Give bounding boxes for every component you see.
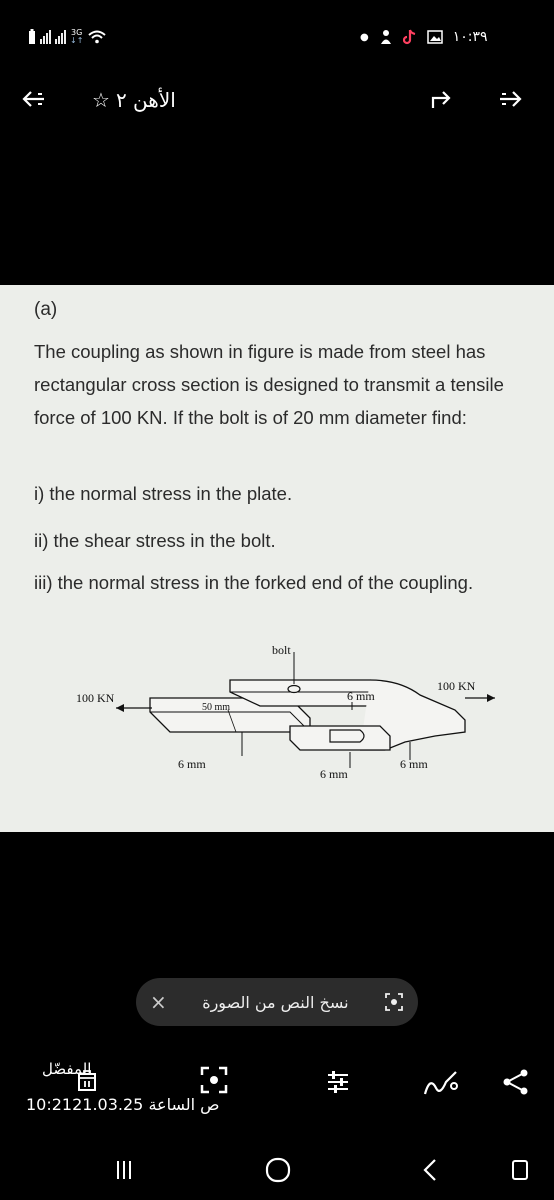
- thickness-top-label: 6 mm: [347, 689, 375, 703]
- dot-icon: ●: [360, 31, 369, 43]
- reply-arrow-icon: [429, 88, 453, 110]
- lens-icon: [199, 1065, 229, 1095]
- wifi-icon: [87, 29, 107, 45]
- force-right-label: 100 KN: [437, 679, 476, 693]
- clock: ١٠:٣٩: [452, 29, 488, 45]
- signal-bars-icon: [40, 30, 51, 44]
- document-image[interactable]: [0, 285, 554, 832]
- back-arrow-button[interactable]: [18, 84, 48, 114]
- text-scan-icon: [384, 992, 404, 1012]
- network-type: 3G: [71, 28, 83, 37]
- star-icon: ☆: [92, 88, 110, 112]
- back-button[interactable]: [410, 1150, 450, 1190]
- width-label: 50 mm: [202, 702, 231, 713]
- top-toolbar: [0, 70, 554, 130]
- question-item-3: iii) the normal stress in the forked end of the coupling.: [34, 572, 474, 593]
- message-meta: 10:21ص الساعة 21.03.25: [26, 1095, 220, 1114]
- tiktok-icon: [403, 29, 417, 45]
- gallery-icon: [427, 30, 443, 44]
- draw-icon: [422, 1066, 466, 1098]
- keyboard-toggle-button[interactable]: [500, 1150, 540, 1190]
- forward-arrow-icon: [498, 88, 524, 110]
- question-item-1: i) the normal stress in the plate.: [34, 483, 293, 504]
- thickness-right-label: 6 mm: [400, 757, 428, 771]
- bolt-shank: [330, 730, 364, 742]
- recent-apps-button[interactable]: [104, 1150, 144, 1190]
- forward-button[interactable]: [496, 84, 526, 114]
- battery-icon: [28, 29, 36, 45]
- toolbar-title[interactable]: [92, 88, 176, 112]
- sliders-icon: [324, 1068, 352, 1096]
- status-bar: [0, 0, 554, 70]
- bolt-label: bolt: [272, 643, 291, 657]
- navigation-bar: [0, 1140, 554, 1200]
- question-item-2: ii) the shear stress in the bolt.: [34, 530, 276, 551]
- network-activity: ↓↑: [70, 36, 84, 45]
- adjust-button[interactable]: [318, 1062, 358, 1102]
- status-icons-right: [360, 26, 488, 48]
- favorites-label: المفضّل: [42, 1060, 92, 1078]
- thickness-plate-label: 6 mm: [178, 757, 206, 771]
- back-arrow-icon: [20, 88, 46, 110]
- copy-text-label: نسخ النص من الصورة: [202, 992, 349, 1012]
- lens-button[interactable]: [196, 1062, 232, 1098]
- close-icon[interactable]: ×: [150, 990, 167, 1014]
- rotate-icon: [510, 1158, 530, 1182]
- recent-apps-icon: [114, 1159, 134, 1181]
- coupling-figure: [60, 640, 500, 830]
- back-chevron-icon: [420, 1157, 440, 1183]
- person-icon: [379, 29, 393, 45]
- toolbar-title-text: الأهن ٢: [115, 88, 176, 112]
- copy-text-chip[interactable]: [136, 978, 418, 1026]
- reply-button[interactable]: [426, 84, 456, 114]
- force-left-label: 100 KN: [76, 691, 115, 705]
- question-label: (a): [34, 299, 58, 320]
- home-button[interactable]: [258, 1150, 298, 1190]
- home-circle-icon: [264, 1156, 292, 1184]
- thickness-mid-label: 6 mm: [320, 767, 348, 781]
- bottom-bar: [0, 1058, 554, 1128]
- bolt-head: [288, 686, 300, 693]
- status-icons-left: [28, 26, 107, 48]
- question-paragraph: The coupling as shown in figure is made from steel has rectangular cross section is designed to transmit a tensile force of 100 KN. If the bolt is of 20 mm diameter find:: [34, 341, 504, 428]
- share-button[interactable]: [496, 1064, 536, 1100]
- signal-bars-2-icon: [55, 30, 66, 44]
- share-icon: [502, 1068, 530, 1096]
- edit-button[interactable]: [420, 1064, 468, 1100]
